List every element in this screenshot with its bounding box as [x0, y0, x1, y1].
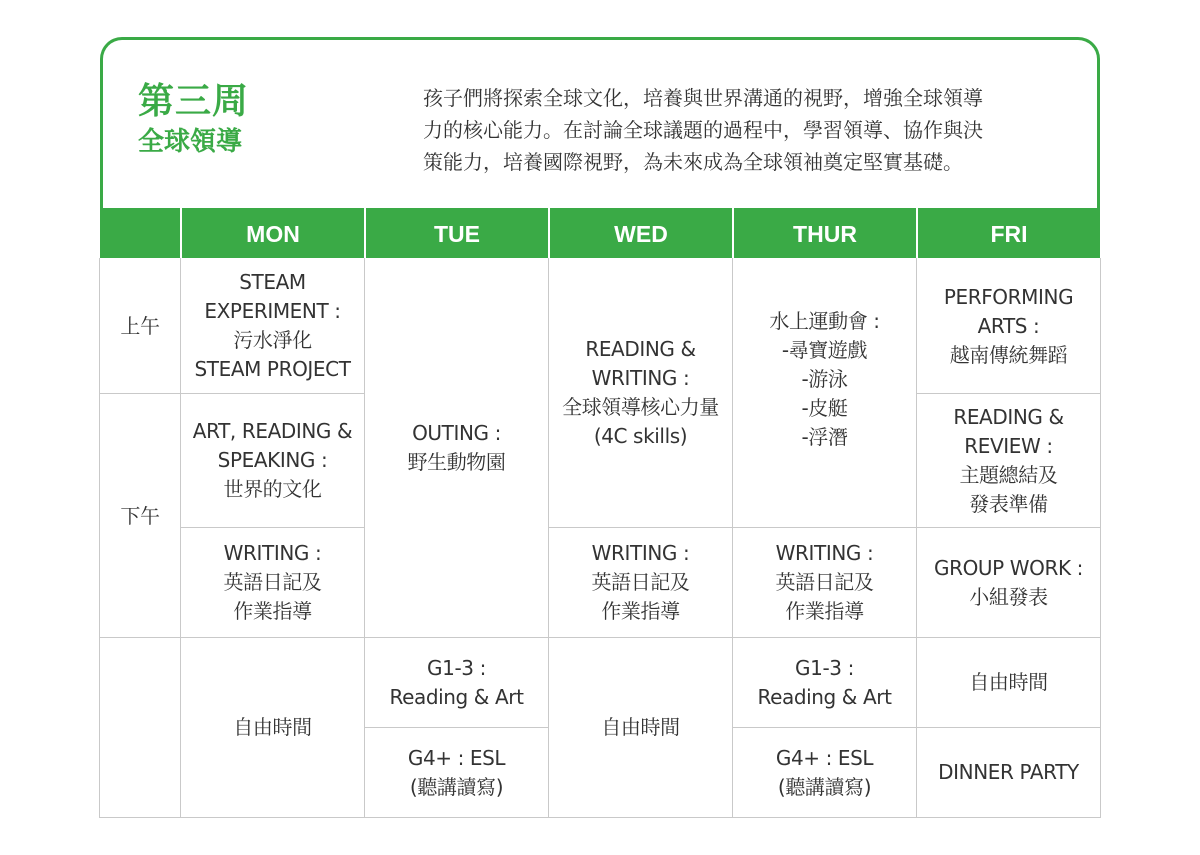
cell-mon-morning: [181, 259, 364, 393]
activity-line: (聽講讀寫): [409, 774, 504, 799]
cell-wed-afternoon-2: [549, 528, 732, 637]
activity-line: 作業指導: [601, 599, 680, 623]
description-line: 策能力，培養國際視野，為未來成為全球領袖奠定堅實基礎。: [423, 150, 963, 174]
week-theme: 全球領導: [138, 127, 243, 157]
activity-line: SPEAKING :: [217, 448, 328, 472]
activity-line: 世界的文化: [223, 477, 322, 501]
activity-line: 自由時間: [969, 670, 1048, 694]
activity-line: PERFORMING: [943, 284, 1074, 309]
cell-fri-afternoon-2: [917, 528, 1100, 637]
activity-line: Reading & Art: [389, 684, 524, 709]
cell-wed-day: [549, 259, 732, 527]
activity-line: 污水淨化: [233, 328, 312, 352]
activity-line: GROUP WORK :: [933, 555, 1084, 580]
period-morning: [100, 259, 180, 393]
activity-line: WRITING :: [591, 541, 690, 565]
grid-line: [1100, 258, 1101, 818]
week-description: [423, 82, 1073, 178]
activity-line: (聽講讀寫): [777, 774, 872, 799]
activity-line: ART, READING &: [192, 419, 353, 443]
activity-line: (4C skills): [593, 424, 688, 448]
description-line: 孩子們將探索全球文化，培養與世界溝通的視野，增強全球領導: [423, 86, 983, 110]
activity-line: 英語日記及: [775, 570, 874, 594]
activity-line: 自由時間: [233, 715, 312, 739]
cell-mon-evening: [181, 638, 364, 817]
activity-line: WRITING :: [223, 541, 322, 565]
activity-line: -皮艇: [801, 395, 848, 420]
activity-line: 全球領導核心力量: [562, 395, 719, 419]
activity-line: G4+ : ESL: [407, 745, 506, 770]
activity-line: 作業指導: [233, 599, 312, 623]
activity-line: -尋寶遊戲: [781, 337, 868, 362]
cell-thur-evening-1: [733, 638, 916, 727]
day-header-thur: THUR: [793, 221, 857, 247]
activity-line: ARTS :: [977, 313, 1040, 338]
activity-line: WRITING :: [591, 366, 690, 390]
cell-wed-evening: [549, 638, 732, 817]
activity-line: 越南傳統舞蹈: [949, 342, 1068, 367]
day-header-tue: TUE: [434, 221, 480, 247]
day-header-fri: FRI: [990, 221, 1028, 247]
activity-line: -游泳: [801, 366, 848, 391]
activity-line: Reading & Art: [757, 684, 892, 709]
cell-tue-evening-2: [365, 728, 548, 817]
cell-tue-evening-1: [365, 638, 548, 727]
cell-thur-day: [733, 259, 916, 527]
period-afternoon: [100, 394, 180, 637]
activity-line: READING &: [953, 404, 1064, 429]
activity-line: 水上運動會 :: [769, 308, 880, 333]
activity-line: STEAM PROJECT: [194, 357, 351, 381]
activity-line: OUTING :: [412, 421, 501, 445]
period-label: 上午: [120, 313, 160, 338]
cell-tue-day: [365, 259, 548, 637]
activity-line: 主題總結及: [959, 462, 1058, 487]
activity-line: 英語日記及: [223, 570, 322, 594]
activity-line: 自由時間: [601, 715, 680, 739]
activity-line: REVIEW :: [964, 433, 1053, 458]
activity-line: G1-3 :: [795, 655, 854, 680]
activity-line: -浮潛: [801, 424, 848, 449]
activity-line: 野生動物園: [407, 450, 506, 474]
cell-fri-evening-1: [917, 638, 1100, 727]
grid-line: [99, 817, 1101, 818]
cell-fri-morning: [917, 259, 1100, 393]
description-line: 力的核心能力。在討論全球議題的過程中，學習領導、協作與決: [423, 118, 983, 142]
activity-line: 英語日記及: [591, 570, 690, 594]
activity-line: STEAM: [239, 270, 306, 294]
cell-mon-afternoon-1: [181, 394, 364, 527]
activity-line: 發表準備: [969, 491, 1048, 516]
cell-fri-evening-2: [917, 728, 1100, 817]
activity-line: G4+ : ESL: [775, 745, 874, 770]
activity-line: READING &: [585, 337, 696, 361]
day-header-wed: WED: [614, 221, 668, 247]
activity-line: 作業指導: [785, 599, 864, 623]
week-title: 第三周: [138, 81, 250, 122]
period-label: 下午: [120, 504, 160, 528]
activity-line: DINNER PARTY: [938, 760, 1079, 784]
activity-line: EXPERIMENT :: [204, 299, 341, 323]
activity-line: 小組發表: [969, 584, 1048, 609]
cell-thur-afternoon-2: [733, 528, 916, 637]
activity-line: WRITING :: [775, 541, 874, 565]
cell-fri-afternoon-1: [917, 394, 1100, 527]
cell-thur-evening-2: [733, 728, 916, 817]
cell-mon-afternoon-2: [181, 528, 364, 637]
activity-line: G1-3 :: [427, 655, 486, 680]
day-header-mon: MON: [246, 221, 300, 247]
